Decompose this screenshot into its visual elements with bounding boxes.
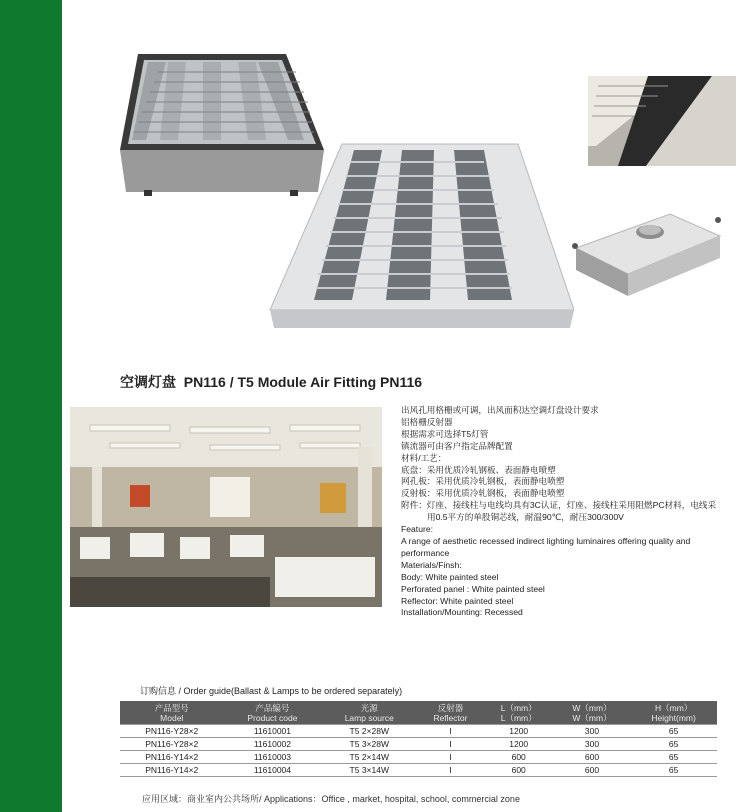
cell-width: 600 — [554, 751, 631, 764]
desc-line: 根据需求可选择T5灯管 — [401, 428, 489, 439]
cell-height: 65 — [630, 738, 717, 751]
cell-model: PN116-Y14×2 — [120, 764, 224, 777]
cell-lamp: T5 2×28W — [321, 725, 417, 738]
spec-table — [120, 701, 717, 777]
desc-line: 反射板：采用优质冷轧钢板，表面静电喷塑 — [401, 488, 565, 499]
desc-line: 材料/工艺： — [401, 452, 447, 463]
cell-lamp: T5 3×14W — [321, 764, 417, 777]
cell-model: PN116-Y28×2 — [120, 725, 224, 738]
cell-reflector: I — [417, 725, 483, 738]
desc-line: 铝格栅反射器 — [401, 416, 453, 427]
cell-model: PN116-Y14×2 — [120, 751, 224, 764]
cell-reflector: I — [417, 751, 483, 764]
cell-length: 1200 — [484, 738, 554, 751]
cell-height: 65 — [630, 751, 717, 764]
table-row — [120, 764, 717, 777]
desc-line: Reflector: White painted steel — [401, 595, 514, 606]
applications-line: 应用区域：商业室内公共场所/ Applications：Office , market, hospital, school, commercial zone — [142, 794, 520, 804]
title-chinese: 空调灯盘 — [120, 375, 176, 391]
cell-width: 300 — [554, 725, 631, 738]
header-height: H（mm） Height(mm) — [630, 701, 717, 725]
order-guide-title: 订购信息 / Order guide(Ballast & Lamps to be ordered separately) — [140, 686, 403, 696]
header-reflector: 反射器 Reflector — [417, 701, 483, 725]
desc-line: 底盘：采用优质冷轧钢板、表面静电喷塑 — [401, 464, 556, 475]
cell-height: 65 — [630, 725, 717, 738]
office-installation-photo — [70, 407, 382, 607]
cell-code: 11610004 — [224, 764, 322, 777]
cell-width: 600 — [554, 764, 631, 777]
desc-line: Perforated panel : White painted steel — [401, 583, 545, 594]
cell-width: 300 — [554, 738, 631, 751]
cell-length: 1200 — [484, 725, 554, 738]
cell-reflector: I — [417, 764, 483, 777]
desc-line: 附件：灯座、接线柱与电线均具有3C认证，灯座、接线柱采用阻燃PC材料，电线采 — [401, 500, 717, 511]
table-row — [120, 738, 717, 751]
desc-line: Installation/Mounting: Recessed — [401, 607, 523, 618]
cell-length: 600 — [484, 764, 554, 777]
page-title — [120, 372, 422, 392]
desc-line: Feature: — [401, 524, 434, 535]
cell-length: 600 — [484, 751, 554, 764]
desc-line: Materials/Finsh: — [401, 559, 462, 570]
cell-lamp: T5 3×28W — [321, 738, 417, 751]
cell-model: PN116-Y28×2 — [120, 738, 224, 751]
cell-code: 11610003 — [224, 751, 322, 764]
cell-lamp: T5 2×14W — [321, 751, 417, 764]
header-lamp-source: 光源 Lamp source — [321, 701, 417, 725]
header-model: 产品型号 Model — [120, 701, 224, 725]
table-row — [120, 751, 717, 764]
product-photo-corner-detail — [588, 76, 736, 166]
table-header-row — [120, 701, 717, 725]
cell-code: 11610002 — [224, 738, 322, 751]
product-description — [401, 405, 717, 619]
product-photo-duct-box — [570, 208, 722, 300]
cell-reflector: I — [417, 738, 483, 751]
cell-code: 11610001 — [224, 725, 322, 738]
desc-line: A range of aesthetic recessed indirect lighting luminaires offering quality and performance — [401, 535, 691, 558]
header-product-code: 产品编号 Product code — [224, 701, 322, 725]
desc-line: 用0.5平方的单股铜芯线，耐温90℃，耐压300/300V — [427, 512, 624, 523]
desc-line: 网孔板：采用优质冷轧钢板，表面静电喷塑 — [401, 476, 565, 487]
desc-line: 镇流器可由客户指定品牌配置 — [401, 440, 513, 451]
desc-line: 出风孔用格栅或可调，出风面积达空调灯盘设计要求 — [401, 405, 599, 415]
product-photo-panel — [268, 140, 574, 332]
title-english: PN116 / T5 Module Air Fitting PN116 — [183, 374, 423, 390]
header-length: L（mm） L（mm） — [484, 701, 554, 725]
header-width: W（mm） W（mm） — [554, 701, 631, 725]
side-green-bar — [0, 0, 62, 812]
cell-height: 65 — [630, 764, 717, 777]
desc-line: Body: White painted steel — [401, 571, 499, 582]
table-row — [120, 725, 717, 738]
